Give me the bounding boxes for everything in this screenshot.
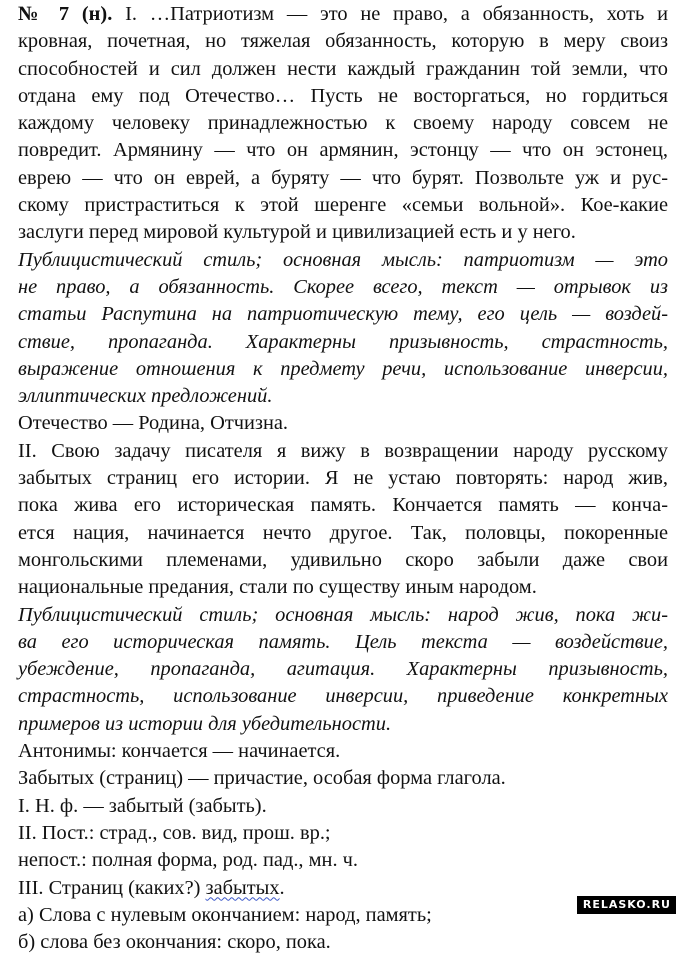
text-line: забытых страниц его истории. Я не устаю повторять: народ жив,: [18, 467, 668, 490]
analysis-line: эллиптических предложений.: [18, 385, 273, 408]
analysis-line: примеров из истории для убедительности.: [18, 712, 392, 735]
text-line: повредит. Армянину — что он армянин, эстонцу — что он эстонец,: [18, 139, 668, 162]
text-line: монгольскими племенами, удивильно скоро забыли даже свои: [18, 548, 668, 571]
text-line: скому пристраститься к этой шеренге «семьи вольной». Кое-какие: [18, 194, 668, 217]
text-line: ется нация, начинается нечто другое. Так, половцы, покоренные: [18, 521, 668, 544]
page-content: [18, 1, 668, 956]
analysis-line: статьи Распутина на патриотическую тему, его цель — воздей-: [18, 303, 668, 326]
analysis-line: Публицистический стиль; основная мысль: патриотизм — это: [18, 248, 668, 271]
text-line: национальные предания, стали по существу иным народом.: [18, 576, 537, 599]
analysis-line: ствие, пропаганда. Характерны призывность, страстность,: [18, 330, 668, 353]
text-line: еврею — что он еврей, а буряту — что бурят. Позвольте уж и рус-: [18, 166, 668, 189]
text-line: пока жива его историческая память. Кончается память — конча-: [18, 494, 668, 517]
text-line: II. Свою задачу писателя я вижу в возвращении народу русскому: [18, 439, 668, 462]
analysis-line: Публицистический стиль; основная мысль: народ жив, пока жи-: [18, 603, 668, 626]
part1-first-line: I. …Патриотизм — это не право, а обязанность, хоть и: [112, 3, 668, 25]
note-line: Антонимы: кончается — начинается.: [18, 740, 341, 763]
analysis-line: не право, а обязанность. Скорее всего, текст — отрывок из: [18, 275, 668, 298]
note-line: II. Пост.: страд., сов. вид, прош. вр.;: [18, 821, 331, 844]
text-line: каждому человеку принадлежностью к своему народу совсем не: [18, 112, 668, 135]
text-line: отдана ему под Отечество… Пусть не восторгаться, но гордиться: [18, 84, 668, 107]
note-line: Забытых (страниц) — причастие, особая форма глагола.: [18, 767, 506, 790]
site-watermark: RELASKO.RU: [577, 896, 676, 914]
note-iii-prefix: III. Страниц (каких?): [18, 876, 206, 899]
analysis-line: убеждение, пропаганда, агитация. Характерны призывность,: [18, 658, 668, 681]
text-line: [18, 1, 668, 28]
analysis-line: выражение отношения к предмету речи, использование инверсии,: [18, 357, 668, 380]
note-line: непост.: полная форма, род. пад., мн. ч.: [18, 849, 358, 872]
note-iii-suffix: .: [279, 876, 285, 899]
ending-line: а) Слова с нулевым окончанием: народ, память;: [18, 903, 432, 926]
note-line: [18, 875, 668, 902]
task-number: № 7 (н).: [18, 3, 113, 25]
text-line: заслуги перед мировой культурой и цивилизацией есть и у него.: [18, 221, 576, 244]
underlined-word: забытых: [205, 876, 280, 899]
text-line: способностей и сил должен нести каждый гражданин той земли, что: [18, 57, 668, 80]
ending-line: б) слова без окончания: скоро, пока.: [18, 931, 331, 954]
text-line: кровная, почетная, но тяжелая обязанность, которую в меру своиз: [18, 30, 668, 53]
synonyms-line: Отечество — Родина, Отчизна.: [18, 412, 289, 435]
analysis-line: ва его историческая память. Цель текста — воздействие,: [18, 630, 668, 653]
analysis-line: страстность, использование инверсии, приведение конкретных: [18, 685, 668, 708]
note-line: I. Н. ф. — забытый (забыть).: [18, 794, 267, 817]
